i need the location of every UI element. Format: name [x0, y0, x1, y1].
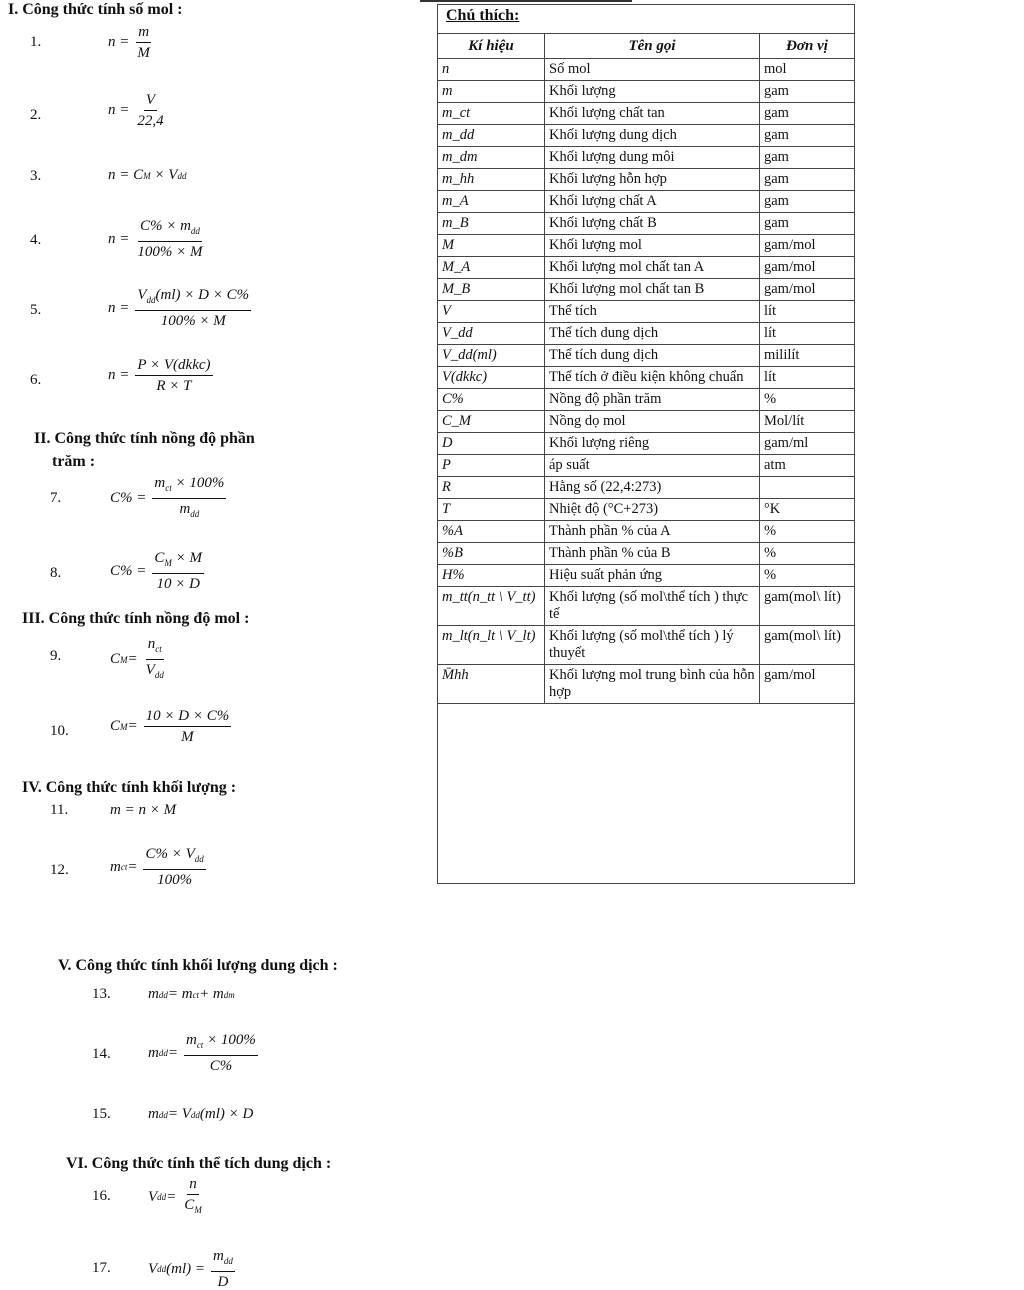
- formula-number: 12.: [50, 862, 69, 878]
- legend-title: Chú thích:: [446, 7, 520, 24]
- section-3-heading: III. Công thức tính nồng độ mol :: [22, 610, 250, 627]
- table-row: [438, 565, 854, 587]
- formula-number: 11.: [50, 802, 69, 818]
- legend-cell-sym: m_ct: [438, 103, 545, 125]
- legend-cell-unit: gam: [760, 213, 855, 235]
- table-row: [438, 301, 854, 323]
- table-row: [438, 521, 854, 543]
- table-row: [438, 499, 854, 521]
- table-row: [438, 213, 854, 235]
- legend-cell-unit: %: [760, 389, 855, 411]
- table-row: [438, 587, 854, 626]
- formula-number: 3.: [30, 168, 42, 184]
- legend-cell-sym: %A: [438, 521, 545, 543]
- formula-10: C M = $\frac{10 \times D \times C\%}{M}$: [110, 708, 230, 745]
- table-row: [438, 191, 854, 213]
- legend-cell-sym: V_dd(ml): [438, 345, 545, 367]
- legend-cell-unit: gam/mol: [760, 235, 855, 257]
- table-row: [438, 103, 854, 125]
- legend-cell-unit: gam: [760, 169, 855, 191]
- legend-cell-sym: m_tt(n_tt \ V_tt): [438, 587, 545, 626]
- table-row: [438, 257, 854, 279]
- formula-number: 2.: [30, 107, 42, 123]
- formula-15: m dd = V dd (ml) × D: [148, 1106, 254, 1122]
- formula-number: 16.: [92, 1188, 111, 1204]
- legend-cell-unit: lít: [760, 367, 855, 389]
- legend-cell-unit: gam: [760, 103, 855, 125]
- table-row: [438, 345, 854, 367]
- legend-cell-name: Hằng số (22,4:273): [545, 477, 760, 499]
- formula-5: n = $\frac{V_{dd}(ml) \times D \times C\%}{100\% \times M}$: [108, 287, 250, 329]
- legend-cell-name: Nồng dọ mol: [545, 411, 760, 433]
- table-row: [438, 665, 854, 704]
- table-row: [438, 59, 854, 81]
- formula-number: 5.: [30, 302, 42, 318]
- legend-cell-unit: gam: [760, 191, 855, 213]
- formula-14: m dd = $\frac{m_{ct} \times 100\%}{C\%}$: [148, 1032, 256, 1074]
- section-1-heading: I. Công thức tính số mol :: [8, 1, 183, 18]
- section-5-heading: V. Công thức tính khối lượng dung dịch :: [58, 957, 338, 974]
- header-symbol: Kí hiệu: [438, 34, 545, 59]
- table-row: [438, 543, 854, 565]
- table-row: [438, 323, 854, 345]
- table-row: [438, 81, 854, 103]
- legend-cell-sym: C%: [438, 389, 545, 411]
- legend-cell-name: Khối lượng chất tan: [545, 103, 760, 125]
- legend-cell-sym: m_B: [438, 213, 545, 235]
- legend-cell-sym: m_lt(n_lt \ V_lt): [438, 626, 545, 665]
- legend-cell-name: Số mol: [545, 59, 760, 81]
- header-unit: Đơn vị: [760, 34, 855, 59]
- legend-cell-sym: m_dd: [438, 125, 545, 147]
- formula-9: C M = $\frac{n_{ct}}{V_{dd}}$: [110, 636, 164, 680]
- legend-cell-name: Nồng độ phần trăm: [545, 389, 760, 411]
- formula-number: 15.: [92, 1106, 111, 1122]
- legend-cell-name: Khối lượng hỗn hợp: [545, 169, 760, 191]
- section-2-heading: II. Công thức tính nồng độ phần: [34, 430, 255, 447]
- legend-cell-name: Hiệu suất phản ứng: [545, 565, 760, 587]
- legend-cell-name: Khối lượng (số mol\thể tích ) lý thuyết: [545, 626, 760, 665]
- formula-number: 8.: [50, 565, 62, 581]
- legend-cell-sym: m_hh: [438, 169, 545, 191]
- legend-cell-unit: gam(mol\ lít): [760, 587, 855, 626]
- legend-cell-unit: Mol/lít: [760, 411, 855, 433]
- legend-cell-name: Thành phần % của A: [545, 521, 760, 543]
- legend-cell-unit: gam/mol: [760, 257, 855, 279]
- legend-cell-sym: D: [438, 433, 545, 455]
- legend-cell-unit: %: [760, 521, 855, 543]
- table-row: [438, 367, 854, 389]
- legend-cell-name: Khối lượng: [545, 81, 760, 103]
- legend-cell-name: Khối lượng riêng: [545, 433, 760, 455]
- legend-cell-sym: M: [438, 235, 545, 257]
- legend-cell-name: Thể tích dung dịch: [545, 345, 760, 367]
- formula-12: m ct = $\frac{C\% \times V_{dd}}{100\%}$: [110, 846, 204, 888]
- legend-cell-sym: H%: [438, 565, 545, 587]
- legend-cell-name: Thành phần % của B: [545, 543, 760, 565]
- formula-number: 1.: [30, 34, 42, 50]
- formula-16: V dd = $\frac{n}{C_M}$: [148, 1176, 202, 1215]
- formula-7: C% = $\frac{m_{ct} \times 100\%}{m_{dd}}$: [110, 475, 225, 519]
- table-row: [438, 169, 854, 191]
- section-4-heading: IV. Công thức tính khối lượng :: [22, 779, 237, 796]
- legend-cell-sym: R: [438, 477, 545, 499]
- formula-number: 7.: [50, 490, 62, 506]
- legend-cell-name: Khối lượng dung môi: [545, 147, 760, 169]
- formula-13: m dd = m ct + m dm: [148, 986, 235, 1002]
- legend-cell-unit: gam/mol: [760, 665, 855, 704]
- formula-number: 4.: [30, 232, 42, 248]
- legend-cell-name: Thể tích dung dịch: [545, 323, 760, 345]
- legend-cell-sym: m_dm: [438, 147, 545, 169]
- formula-number: 6.: [30, 372, 42, 388]
- legend-cell-unit: gam/ml: [760, 433, 855, 455]
- legend-box: [437, 4, 855, 884]
- legend-cell-sym: m: [438, 81, 545, 103]
- legend-cell-unit: mol: [760, 59, 855, 81]
- legend-cell-unit: gam: [760, 147, 855, 169]
- legend-cell-sym: M_A: [438, 257, 545, 279]
- formula-11: m = n × M: [110, 802, 177, 818]
- legend-cell-name: Khối lượng (số mol\thể tích ) thực tế: [545, 587, 760, 626]
- formula-17: V dd (ml) = $\frac{m_{dd}}{D}$: [148, 1248, 233, 1290]
- table-row: [438, 626, 854, 665]
- legend-cell-unit: gam: [760, 81, 855, 103]
- table-row: [438, 125, 854, 147]
- formula-8: C% = $\frac{C_M \times M}{10 \times D}$: [110, 550, 203, 592]
- header-name: Tên gọi: [545, 34, 760, 59]
- legend-cell-unit: %: [760, 543, 855, 565]
- legend-cell-name: Khối lượng dung dịch: [545, 125, 760, 147]
- section-2-heading-cont: trăm :: [52, 453, 96, 470]
- legend-cell-name: Khối lượng mol trung bình của hỗn hợp: [545, 665, 760, 704]
- table-row: [438, 147, 854, 169]
- formula-number: 10.: [50, 723, 69, 739]
- legend-cell-sym: V_dd: [438, 323, 545, 345]
- legend-cell-name: Thể tích: [545, 301, 760, 323]
- legend-cell-sym: T: [438, 499, 545, 521]
- table-row: [438, 389, 854, 411]
- formula-1: n = $\frac{m}{M}$: [108, 24, 150, 61]
- legend-cell-name: Khối lượng mol: [545, 235, 760, 257]
- formula-6: n = $\frac{\text{P × V(dkkc)}}{R \times T}$: [108, 357, 211, 394]
- table-row: [438, 477, 854, 499]
- legend-cell-unit: atm: [760, 455, 855, 477]
- legend-cell-sym: %B: [438, 543, 545, 565]
- table-row: [438, 279, 854, 301]
- legend-cell-sym: M_B: [438, 279, 545, 301]
- legend-cell-unit: gam: [760, 125, 855, 147]
- formula-number: 17.: [92, 1260, 111, 1276]
- formula-3: n = C M × V dd: [108, 167, 187, 183]
- top-rule: [420, 0, 632, 2]
- legend-cell-name: Khối lượng chất A: [545, 191, 760, 213]
- legend-cell-sym: m_A: [438, 191, 545, 213]
- legend-cell-sym: P: [438, 455, 545, 477]
- legend-cell-unit: %: [760, 565, 855, 587]
- legend-cell-unit: lít: [760, 301, 855, 323]
- legend-cell-sym: n: [438, 59, 545, 81]
- legend-cell-unit: lít: [760, 323, 855, 345]
- legend-table: [438, 33, 854, 704]
- legend-cell-sym: V(dkkc): [438, 367, 545, 389]
- formula-number: 9.: [50, 648, 62, 664]
- formula-number: 14.: [92, 1046, 111, 1062]
- legend-cell-unit: gam/mol: [760, 279, 855, 301]
- formula-2: n = $\frac{V}{22,4}$: [108, 92, 164, 129]
- legend-cell-sym: M̄hh: [438, 665, 545, 704]
- legend-cell-name: Thể tích ở điều kiện không chuẩn: [545, 367, 760, 389]
- legend-cell-unit: °K: [760, 499, 855, 521]
- table-row: [438, 411, 854, 433]
- table-row: [438, 235, 854, 257]
- legend-cell-unit: gam(mol\ lít): [760, 626, 855, 665]
- legend-cell-sym: C_M: [438, 411, 545, 433]
- legend-cell-name: Khối lượng chất B: [545, 213, 760, 235]
- formula-4: n = $\frac{C\% \times m_{dd}}{100\% \times M}$: [108, 218, 203, 260]
- formula-number: 13.: [92, 986, 111, 1002]
- legend-cell-unit: mililít: [760, 345, 855, 367]
- section-6-heading: VI. Công thức tính thể tích dung dịch :: [66, 1155, 332, 1172]
- legend-cell-sym: V: [438, 301, 545, 323]
- legend-cell-name: Nhiệt độ (°C+273): [545, 499, 760, 521]
- table-row: [438, 455, 854, 477]
- legend-cell-unit: [760, 477, 855, 499]
- table-row: [438, 433, 854, 455]
- legend-cell-name: áp suất: [545, 455, 760, 477]
- legend-cell-name: Khối lượng mol chất tan A: [545, 257, 760, 279]
- legend-cell-name: Khối lượng mol chất tan B: [545, 279, 760, 301]
